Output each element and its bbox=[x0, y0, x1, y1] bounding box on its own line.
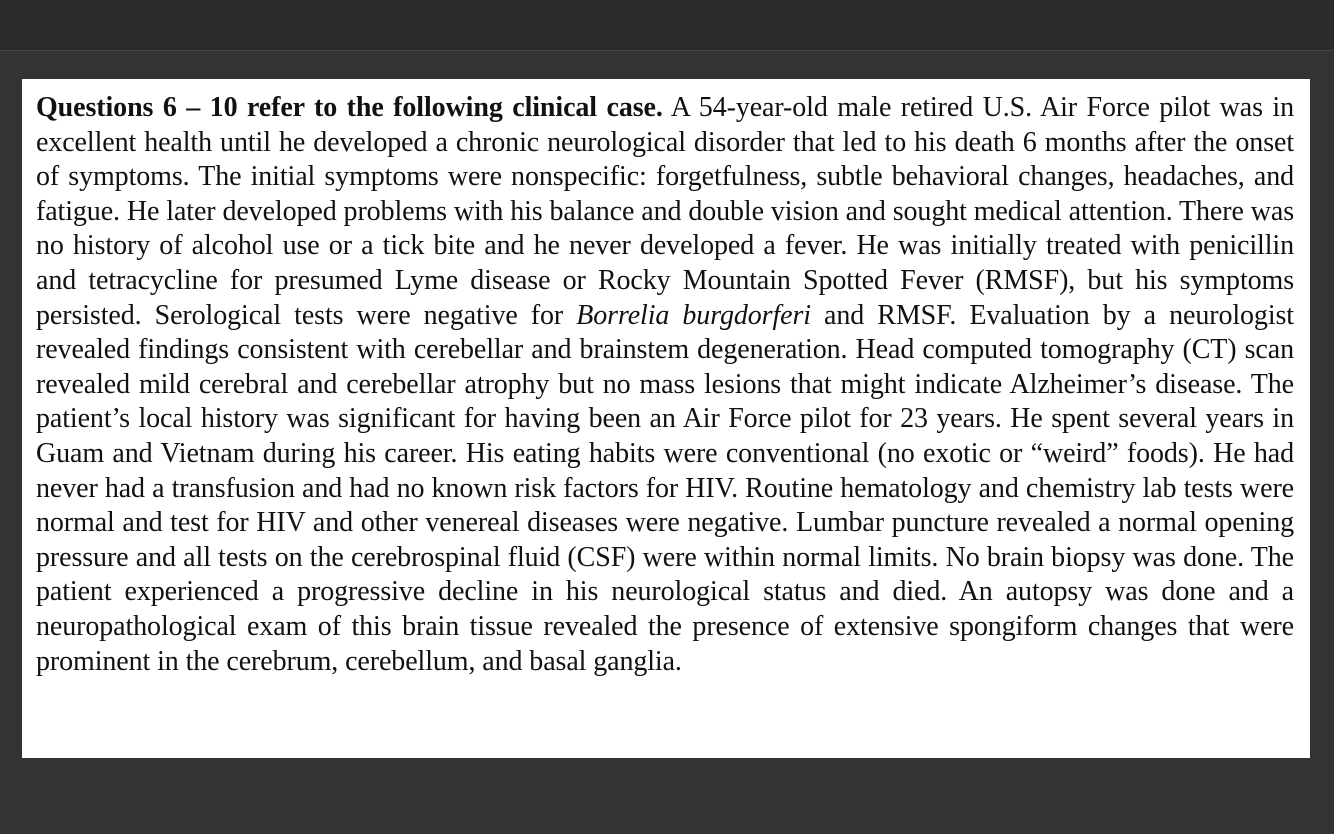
case-body-text: and RMSF. Evaluation by a neurologist revealed findings consistent with cerebellar and brainstem degeneration. Head computed tomography (CT) scan revealed mild cerebral and cerebellar atrophy but no mass lesions that might indicate Alzheimer’s disease. The patient’s local history was significant for having been an Air Force pilot for 23 years. He spent several years in Guam and Vietnam during his career. His eating habits were conventional (no exotic or “weird” foods). He had never had a transfusion and had no known risk factors for HIV. Routine hematology and chemistry lab tests were normal and test for HIV and other venereal diseases were negative. Lumbar puncture revealed a normal opening pressure and all tests on the cerebrospinal fluid (CSF) were within normal limits. No brain biopsy was done. The patient experienced a progressive decline in his neurological status and died. An autopsy was done and a neuropathological exam of this brain tissue revealed the presence of extensive spongiform changes that were prominent in the cerebrum, cerebellum, and basal ganglia. bbox=[36, 299, 1294, 677]
questions-heading: Questions 6 – 10 refer to the following clinical case. bbox=[36, 92, 663, 123]
document-page bbox=[22, 79, 1310, 758]
viewer-top-bar bbox=[0, 0, 1334, 51]
case-intro-text: A 54-year-old male retired U.S. Air Force pilot was in excellent health until he developed a chronic neurological disorder that led to his death 6 months after the onset of symptoms. The initial symptoms were nonspecific: forgetfulness, subtle behavioral changes, headaches, and fatigue. He later developed problems with his balance and double vision and sought medical attention. There was no history of alcohol use or a tick bite and he never developed a fever. He was initially treated with penicillin and tetracycline for presumed Lyme disease or Rocky Mountain Spotted Fever (RMSF), but his symptoms persisted. Serological tests were negative for bbox=[36, 92, 1294, 331]
clinical-case-paragraph bbox=[36, 91, 1294, 679]
organism-name: Borrelia burgdorferi bbox=[576, 299, 811, 331]
